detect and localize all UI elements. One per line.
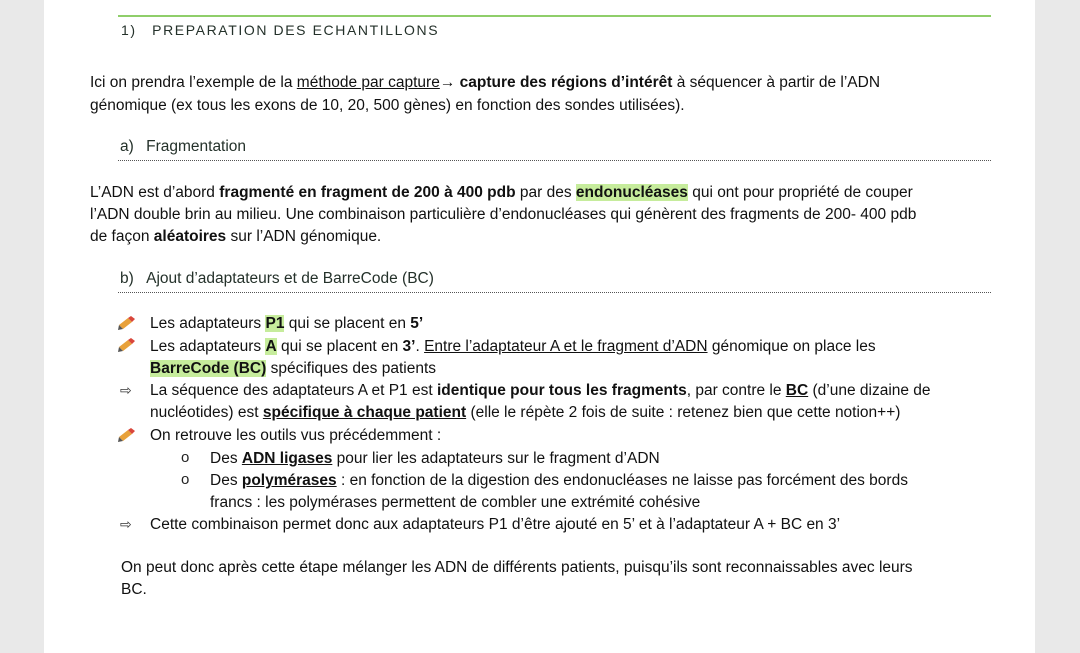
section-title: PREPARATION DES ECHANTILLONS xyxy=(152,22,440,38)
endonucleases-highlight: endonucléases xyxy=(575,184,688,201)
bullet-sequence-line-2: nucléotides) est spécifique à chaque patient (elle le répète 2 fois de suite : retenez bien que cette notion++) xyxy=(150,404,901,421)
frag-line-3: de façon aléatoires sur l’ADN génomique. xyxy=(90,228,382,245)
method-link: méthode par capture xyxy=(296,74,440,91)
subsection-a-heading: a) Fragmentation xyxy=(120,138,247,155)
conclusion-line-2: BC. xyxy=(121,581,147,598)
arrow-glyph: → xyxy=(439,74,456,91)
circle-bullet-icon: o xyxy=(181,471,190,488)
section-top-rule xyxy=(118,15,991,17)
subsection-b-rule xyxy=(118,292,991,293)
frag-line-2: l’ADN double brin au milieu. Une combinaison particulière d’endonucléases qui génèrent des fragments de 200- 400 pdb xyxy=(90,206,917,223)
section-number: 1) xyxy=(121,22,137,38)
arrow-right-icon: ⇨ xyxy=(120,382,132,398)
subsection-b-heading: b) Ajout d’adaptateurs et de BarreCode (BC) xyxy=(120,270,434,287)
marker-bullet-icon xyxy=(118,338,136,352)
bullet-tools: On retrouve les outils vus précédemment : xyxy=(150,427,442,444)
conclusion-line-1: On peut donc après cette étape mélanger les ADN de différents patients, puisqu’ils sont reconnaissables avec leurs xyxy=(121,559,913,576)
bullet-a-line-1: Les adaptateurs A qui se placent en 3’. Entre l’adaptateur A et le fragment d’ADN génomique on place les xyxy=(150,338,876,355)
bullet-p1: Les adaptateurs P1 qui se placent en 5’ xyxy=(150,315,424,332)
circle-bullet-icon: o xyxy=(181,449,190,466)
bullet-combination: Cette combinaison permet donc aux adaptateurs P1 d’être ajouté en 5’ et à l’adaptateur A + BC en 3’ xyxy=(150,516,841,533)
sub-bullet-polymerases-line-2: francs : les polymérases permettent de combler une extrémité cohésive xyxy=(210,494,701,511)
marker-bullet-icon xyxy=(118,316,136,330)
marker-bullet-icon xyxy=(118,428,136,442)
intro-line-2: génomique (ex tous les exons de 10, 20, 500 gènes) en fonction des sondes utilisées). xyxy=(90,97,685,114)
bullet-sequence-line-1: La séquence des adaptateurs A et P1 est identique pour tous les fragments, par contre le BC (d’une dizaine de xyxy=(150,382,931,399)
section-heading xyxy=(121,22,439,38)
arrow-right-icon: ⇨ xyxy=(120,516,132,532)
bullet-a-line-2: BarreCode (BC) spécifiques des patients xyxy=(150,360,437,377)
sub-bullet-polymerases-line-1: Des polymérases : en fonction de la digestion des endonucléases ne laisse pas forcément des bords xyxy=(210,472,908,489)
sub-bullet-ligases: Des ADN ligases pour lier les adaptateurs sur le fragment d’ADN xyxy=(210,450,660,467)
subsection-a-rule xyxy=(118,160,991,161)
intro-line-1: Ici on prendra l’exemple de la méthode par capture→ capture des régions d’intérêt à séquencer à partir de l’ADN xyxy=(90,74,881,91)
frag-line-1: L’ADN est d’abord fragmenté en fragment de 200 à 400 pdb par des endonucléases qui ont pour propriété de couper xyxy=(90,184,913,201)
